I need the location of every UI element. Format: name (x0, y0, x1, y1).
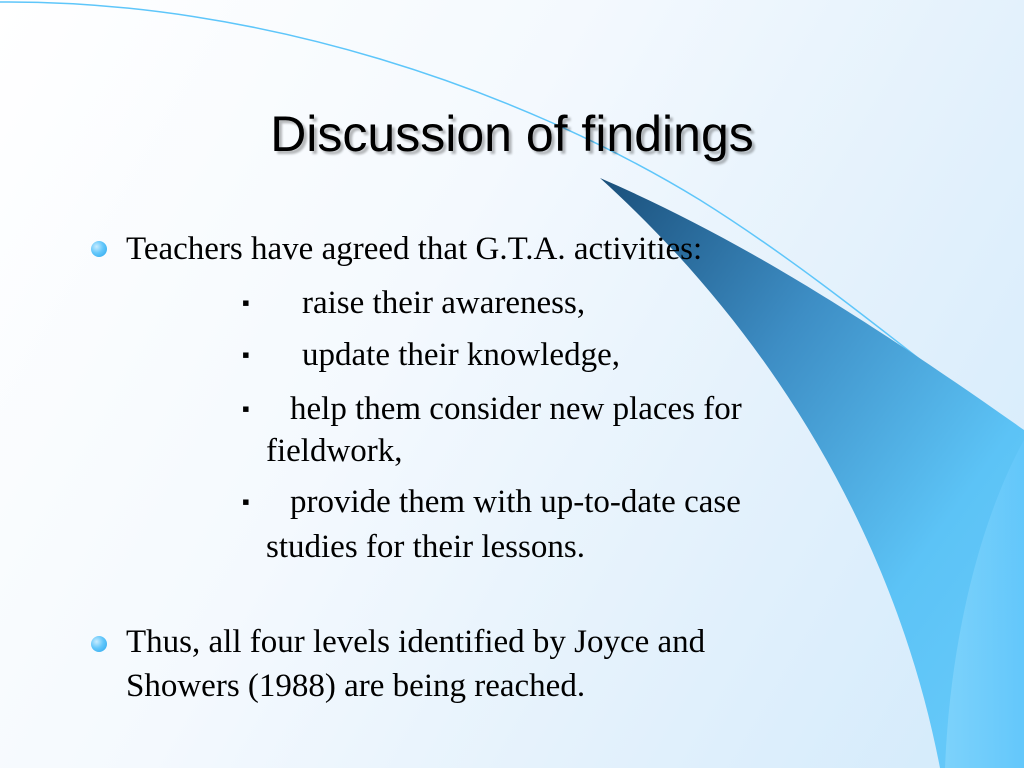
bullet-text: Teachers have agreed that G.T.A. activities: (126, 231, 703, 267)
square-bullet-icon: ▪ (242, 342, 250, 367)
bullet-dot-icon (91, 636, 107, 652)
bullet-dot-icon (91, 241, 107, 257)
sub-bullet-text: raise their awareness, (302, 285, 586, 321)
sub-bullet-text-continued: studies for their lessons. (266, 529, 585, 565)
sub-bullet-text: help them consider new places for (290, 391, 742, 427)
square-bullet-icon: ▪ (242, 290, 250, 315)
sub-bullet-text: provide them with up-to-date case (290, 484, 741, 520)
sub-bullet-text: update their knowledge, (302, 337, 620, 373)
bullet-text: Thus, all four levels identified by Joyce and (126, 624, 706, 660)
square-bullet-icon: ▪ (242, 489, 250, 514)
bullet-text-continued: Showers (1988) are being reached. (126, 668, 586, 704)
sub-bullet-text-continued: fieldwork, (266, 433, 403, 469)
slide-title: Discussion of findings (270, 106, 754, 162)
square-bullet-icon: ▪ (242, 396, 250, 421)
